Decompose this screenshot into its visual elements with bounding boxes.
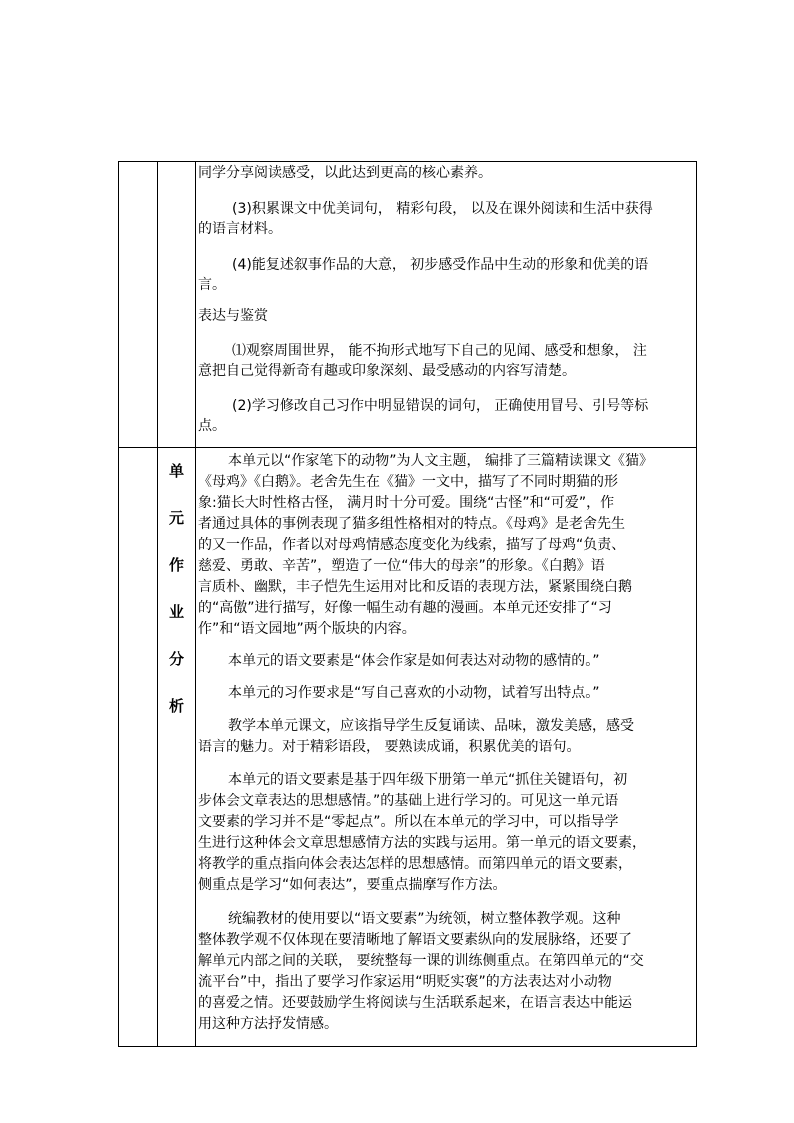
unit-assignment-analysis-label: [158, 448, 195, 730]
label-char: 元: [168, 509, 184, 527]
paragraph-line: (4)能复述叙事作品的大意， 初步感受作品中生动的形象和优美的语: [232, 257, 649, 273]
paragraph-line: 解单元内部之间的关联， 要统整每一课的训练侧重点。在第四单元的“交: [198, 953, 644, 969]
paragraph-line: 生进行这种体会文章思想感情方法的实践与运用。第一单元的语文要素，: [198, 835, 646, 851]
paragraph-line: 统编教材的使用要以“语文要素”为统领，树立整体教学观。这种: [228, 911, 621, 927]
paragraph-line: 本单元以“作家笔下的动物”为人文主题， 编排了三篇精读课文《猫》: [228, 453, 653, 469]
paragraph-line: 的“高傲”进行描写，好像一幅生动有趣的漫画。本单元还安排了“习: [198, 600, 612, 616]
paragraph-line: 同学分享阅读感受，以此达到更高的核心素养。: [198, 165, 492, 181]
paragraph-line: (2)学习修改自己习作中明显错误的词句， 正确使用冒号、引号等标: [232, 398, 649, 414]
paragraph-line: 的喜爱之情。还要鼓励学生将阅读与生活联系起来，在语言表达中能运: [198, 995, 632, 1011]
paragraph-line: 的语言材料。: [198, 221, 282, 237]
paragraph-line: 者通过具体的事例表现了猫多组性格相对的特点。《母鸡》是老舍先生: [198, 516, 625, 532]
table-column-divider-2: [195, 161, 196, 1047]
paragraph-line: 将教学的重点指向体会表达怎样的思想感情。而第四单元的语文要素，: [198, 856, 632, 872]
label-char: 析: [168, 697, 184, 715]
paragraph-line: 《母鸡》《白鹅》。老舍先生在《猫》一文中，描写了不同时期猫的形: [198, 474, 618, 490]
paragraph-line: 步体会文章表达的思想感情。”的基础上进行学习的。可见这一单元语: [198, 793, 619, 809]
paragraph-line: 言质朴、幽默，丰子恺先生运用对比和反语的表现方法，紧紧围绕白鹅: [198, 579, 632, 595]
paragraph-line: 侧重点是学习“如何表达”，要重点揣摩写作方法。: [198, 877, 507, 893]
label-char: 分: [168, 650, 184, 668]
paragraph-line: 本单元的语文要素是“体会作家是如何表达对动物的感情的。”: [228, 653, 600, 669]
paragraph-line: 慈爱、勇敢、辛苦”，塑造了一位“伟大的母亲”的形象。《白鹅》语: [198, 558, 605, 574]
table-row-divider: [118, 447, 697, 448]
paragraph-line: 点。: [198, 418, 226, 434]
paragraph-line: 意把自己觉得新奇有趣或印象深刻、最受感动的内容写清楚。: [198, 363, 576, 379]
table-border-top: [118, 161, 697, 162]
paragraph-line: 象:猫长大时性格古怪， 满月时十分可爱。围绕“古怪”和“可爱”，作: [198, 495, 615, 511]
paragraph-line: ⑴观察周围世界， 能不拘形式地写下自己的见闻、感受和想象， 注: [232, 343, 647, 359]
section-heading: 表达与鉴赏: [198, 308, 268, 324]
paragraph-line: 作”和“语文园地”两个版块的内容。: [198, 621, 416, 637]
paragraph-line: 语言的魅力。对于精彩语段， 要熟读成诵，积累优美的语句。: [198, 739, 581, 755]
paragraph-line: 的又一作品，作者以对母鸡情感态度变化为线索，描写了母鸡“负责、: [198, 537, 626, 553]
paragraph-line: 本单元的习作要求是“写自己喜欢的小动物，试着写出特点。”: [228, 685, 600, 701]
paragraph-line: (3)积累课文中优美词句， 精彩句段， 以及在课外阅读和生活中获得: [232, 201, 653, 217]
table-border-bottom: [118, 1046, 697, 1047]
paragraph-line: 言。: [198, 277, 226, 293]
paragraph-line: 整体教学观不仅体现在要清晰地了解语文要素纵向的发展脉络，还要了: [198, 932, 632, 948]
paragraph-line: 教学本单元课文，应该指导学生反复诵读、品味，激发美感，感受: [228, 718, 634, 734]
table-border-right: [696, 161, 697, 1047]
label-char: 单: [168, 462, 184, 480]
paragraph-line: 本单元的语文要素是基于四年级下册第一单元“抓住关键语句，初: [228, 772, 628, 788]
table-border-left: [118, 161, 119, 1047]
label-char: 作: [168, 556, 184, 574]
paragraph-line: 用这种方法抒发情感。: [198, 1016, 338, 1032]
paragraph-line: 文要素的学习并不是“零起点”。所以在本单元的学习中，可以指导学: [198, 814, 619, 830]
label-char: 业: [168, 603, 184, 621]
paragraph-line: 流平台”中，指出了要学习作家运用“明贬实褒”的方法表达对小动物: [198, 974, 612, 990]
